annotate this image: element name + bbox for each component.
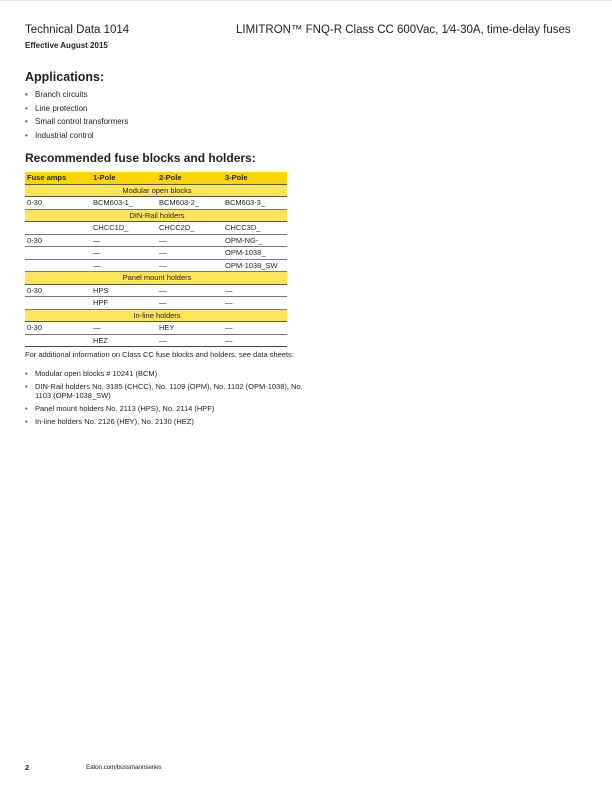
table-cell: BCM603-1_	[91, 197, 157, 210]
section-title: Modular open blocks	[25, 184, 287, 197]
page-top-border	[0, 0, 612, 1]
bullet-icon: •	[25, 117, 28, 126]
list-item	[25, 404, 305, 413]
list-item	[25, 88, 128, 102]
column-header: 1-Pole	[91, 172, 157, 184]
table-cell: —	[157, 334, 223, 347]
table-cell	[25, 334, 91, 347]
list-item	[25, 382, 305, 400]
list-item	[25, 369, 305, 378]
table-cell: HEZ	[91, 334, 157, 347]
table-row	[25, 297, 287, 310]
list-item	[25, 417, 305, 426]
column-header: Fuse amps	[25, 172, 91, 184]
table-row	[25, 322, 287, 335]
table-cell: CHCC2D_	[157, 222, 223, 235]
table-header-row	[25, 172, 287, 184]
table-row	[25, 222, 287, 235]
table-cell: OPM-1038_	[223, 247, 287, 260]
section-row	[25, 309, 287, 322]
bullet-icon: •	[25, 103, 28, 113]
table-cell: —	[223, 322, 287, 335]
list-item-text: DIN-Rail holders No. 3185 (CHCC), No. 1109 (OPM), No. 1102 (OPM-1038), No. 1103 (OPM-1038_SW)	[35, 382, 303, 400]
page-number: 2	[25, 763, 30, 772]
section-title: In-line holders	[25, 309, 287, 322]
table-cell: —	[157, 259, 223, 272]
section-title: DIN-Rail holders	[25, 209, 287, 222]
table-cell: OPM-1038_SW	[223, 259, 287, 272]
recommended-heading: Recommended fuse blocks and holders:	[25, 151, 256, 165]
bullet-icon: •	[25, 404, 28, 413]
table-cell	[25, 297, 91, 310]
list-item-text: Modular open blocks # 10241 (BCM)	[35, 369, 158, 378]
section-row	[25, 209, 287, 222]
table-cell	[25, 222, 91, 235]
table-cell: —	[157, 284, 223, 297]
footer-url: Eaton.com/bussmannseries	[86, 764, 162, 771]
table-cell: —	[91, 259, 157, 272]
table-cell: —	[157, 247, 223, 260]
applications-heading: Applications:	[25, 70, 105, 84]
fuse-blocks-table	[25, 172, 287, 347]
table-cell: —	[223, 297, 287, 310]
list-item-text: Panel mount holders No. 2113 (HPS), No. 2114 (HPF)	[35, 404, 215, 413]
section-title: Panel mount holders	[25, 272, 287, 285]
list-item	[25, 129, 128, 143]
table-row	[25, 259, 287, 272]
table-cell: —	[91, 234, 157, 247]
table-cell: —	[91, 322, 157, 335]
bullet-icon: •	[25, 90, 28, 99]
table-cell: 0-30	[25, 234, 91, 247]
list-item-text: Branch circuits	[35, 90, 88, 99]
table-cell: BCM603-2_	[157, 197, 223, 210]
table-cell: 0-30	[25, 322, 91, 335]
bullet-icon: •	[25, 130, 28, 140]
table-cell: —	[157, 297, 223, 310]
table-row	[25, 197, 287, 210]
table-cell: OPM-NG-_	[223, 234, 287, 247]
column-header: 3-Pole	[223, 172, 287, 184]
applications-list	[25, 88, 128, 142]
table-cell: —	[223, 334, 287, 347]
effective-date: Effective August 2015	[25, 41, 108, 50]
table-cell	[25, 247, 91, 260]
table-cell: —	[91, 247, 157, 260]
list-item-text: Line protection	[35, 103, 88, 113]
column-header: 2-Pole	[157, 172, 223, 184]
list-item-text: In-line holders No. 2126 (HEY), No. 2130 (HEZ)	[35, 417, 194, 426]
table-cell: CHCC3D_	[223, 222, 287, 235]
table-row	[25, 284, 287, 297]
doc-title: LIMITRON™ FNQ-R Class CC 600Vac, 1⁄4-30A, time-delay fuses	[236, 24, 571, 36]
bullet-icon: •	[25, 417, 28, 426]
table-cell: BCM603-3_	[223, 197, 287, 210]
table-cell: HPS	[91, 284, 157, 297]
table-cell: 0-30	[25, 284, 91, 297]
datasheet-references-list	[25, 369, 305, 430]
table-row	[25, 334, 287, 347]
table-cell: —	[157, 234, 223, 247]
list-item	[25, 102, 128, 116]
table-row	[25, 234, 287, 247]
doc-id: Technical Data 1014	[25, 24, 130, 36]
table-cell: CHCC1D_	[91, 222, 157, 235]
bullet-icon: •	[25, 382, 28, 391]
table-cell: —	[223, 284, 287, 297]
table-cell: HPF	[91, 297, 157, 310]
table-cell: HEY	[157, 322, 223, 335]
list-item-text: Industrial control	[35, 130, 94, 140]
table-row	[25, 247, 287, 260]
table-cell	[25, 259, 91, 272]
table-cell: 0-30	[25, 197, 91, 210]
section-row	[25, 184, 287, 197]
list-item-text: Small control transformers	[35, 117, 129, 126]
section-row	[25, 272, 287, 285]
list-item	[25, 115, 128, 129]
notes-intro: For additional information on Class CC fuse blocks and holders, see data sheets:	[25, 350, 294, 359]
bullet-icon: •	[25, 369, 28, 378]
